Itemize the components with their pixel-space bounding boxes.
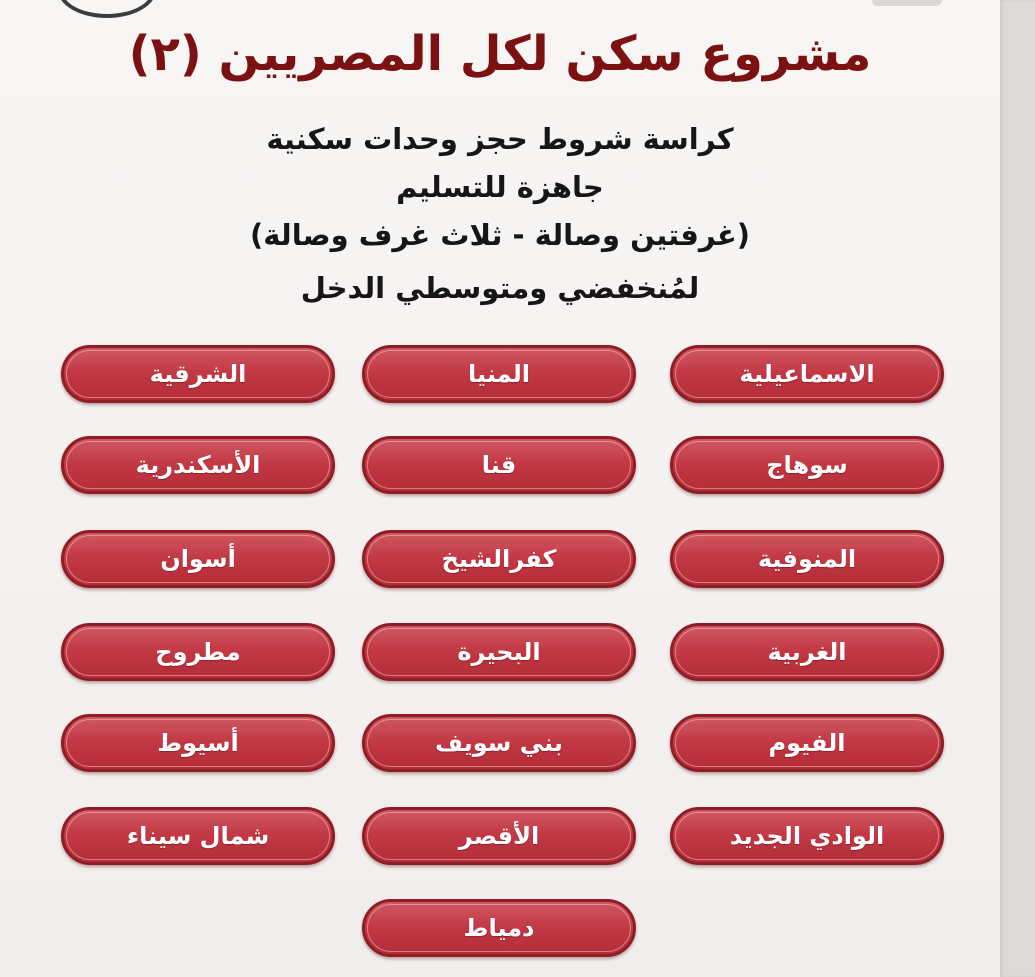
governorate-label: دمياط (463, 914, 535, 942)
governorate-pill-kafr-el-sheikh (362, 530, 636, 588)
emblem-arc-decoration (58, 0, 156, 18)
governorate-label: الأقصر (458, 822, 540, 850)
governorate-pill-minya (362, 345, 636, 403)
governorate-pill-north-sinai (61, 807, 335, 865)
governorate-label: الشرقية (149, 360, 247, 388)
governorate-pill-sharqia (61, 345, 335, 403)
governorate-pill-gharbia (670, 623, 944, 681)
page-edge-shadow (1000, 0, 1035, 977)
governorate-label: بني سويف (435, 729, 563, 757)
governorate-pill-alexandria (61, 436, 335, 494)
governorate-label: قنا (481, 451, 517, 479)
governorate-label: الغربية (767, 638, 847, 666)
governorate-label: شمال سيناء (126, 822, 270, 850)
governorate-label: المنوفية (757, 545, 857, 573)
governorate-pill-beheira (362, 623, 636, 681)
governorate-pill-qena (362, 436, 636, 494)
governorate-pill-asyut (61, 714, 335, 772)
governorate-label: سوهاج (766, 451, 848, 479)
governorate-pill-matrouh (61, 623, 335, 681)
governorate-label: الفيوم (768, 729, 846, 757)
governorate-label: المنيا (468, 360, 530, 388)
top-corner-mark (872, 0, 942, 6)
governorate-label: مطروح (155, 638, 241, 666)
subtitle-line-1: كراسة شروط حجز وحدات سكنية (266, 122, 734, 156)
governorate-pill-fayoum (670, 714, 944, 772)
governorate-label: الاسماعيلية (739, 360, 875, 388)
governorate-label: أسوان (160, 545, 236, 573)
governorate-pill-ismailia (670, 345, 944, 403)
subtitle-line-3: (غرفتين وصالة - ثلاث غرف وصالة) (249, 218, 751, 252)
governorate-label: البحيرة (457, 638, 541, 666)
page-title: مشروع سكن لكل المصريين (٢) (128, 26, 872, 82)
governorate-pill-new-valley (670, 807, 944, 865)
governorate-pill-sohag (670, 436, 944, 494)
governorate-pill-beni-suef (362, 714, 636, 772)
governorate-label: الوادي الجديد (729, 822, 885, 850)
governorate-label: الأسكندرية (135, 451, 261, 479)
subtitle-line-4: لمُنخفضي ومتوسطي الدخل (300, 271, 700, 305)
governorate-pill-luxor (362, 807, 636, 865)
governorate-pill-damietta (362, 899, 636, 957)
governorate-label: كفرالشيخ (441, 545, 557, 573)
governorate-pill-monufia (670, 530, 944, 588)
governorate-label: أسيوط (157, 729, 239, 757)
governorate-pill-aswan (61, 530, 335, 588)
subtitle-line-2: جاهزة للتسليم (396, 170, 604, 204)
